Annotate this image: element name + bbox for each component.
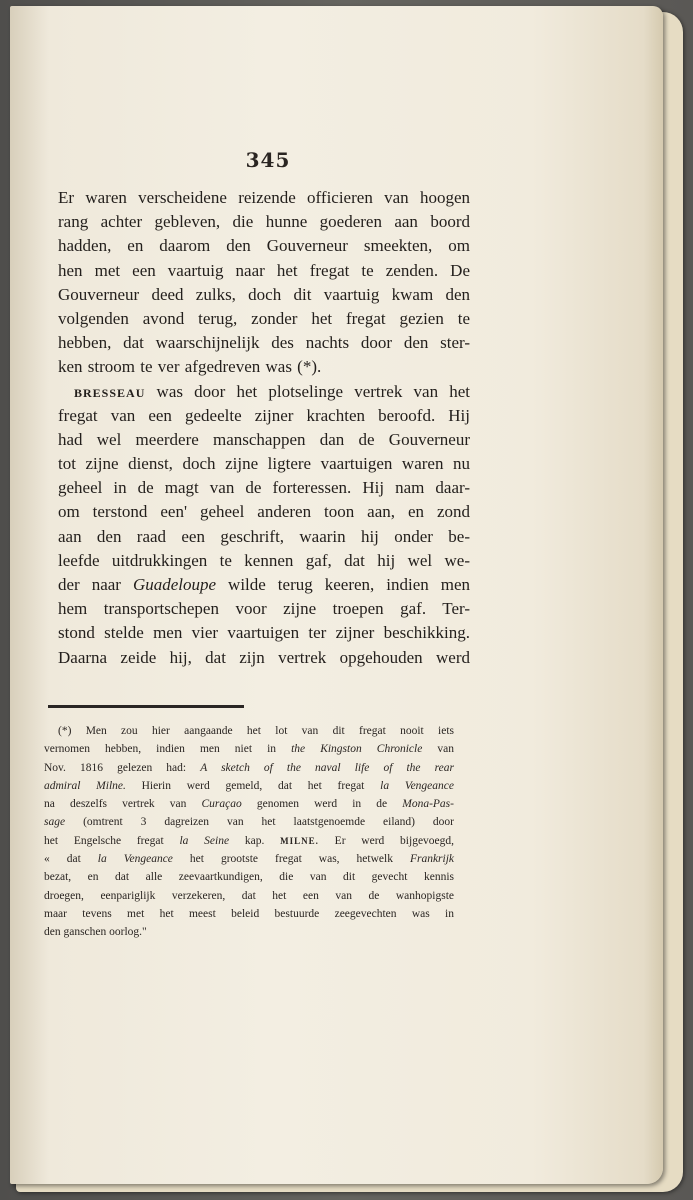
footnote-line: droegen, eenpariglijk verzekeren, dat het een van de wanhopigste (44, 889, 454, 902)
text-line: BRESSEAU was door het plotselinge vertrek van het (74, 381, 471, 401)
text-line: leefde uitdrukkingen te kennen gaf, dat hij wel we- (58, 550, 470, 570)
text-line: aan den raad een geschrift, waarin hij onder be- (58, 526, 470, 546)
footnote-line: bezat, en dat alle zeevaartkundigen, die van dit gevecht kennis (44, 871, 454, 884)
main-text (58, 186, 470, 670)
text-line: ken stroom te ver afgedreven was (*). (58, 357, 322, 377)
text-line: fregat van een gedeelte zijner krachten beroofd. Hij (58, 405, 470, 425)
text-line: hem transportschepen voor zijne troepen gaf. Ter- (58, 599, 470, 619)
footnote-line: na deszelfs vertrek van Curaçao genomen werd in de Mona-Pas- (44, 798, 454, 811)
name-bresseau: BRESSEAU (74, 385, 146, 400)
text-line: hebben, dat waarschijnelijk des nachts door den ster- (58, 333, 470, 353)
text-line: Daarna zeide hij, dat zijn vertrek opgehouden werd (58, 647, 470, 667)
text-line: hadden, en daarom den Gouverneur smeekten, om (58, 236, 470, 256)
text-line: rang achter gebleven, die hunne goederen aan boord (58, 212, 470, 232)
footnote-line: sage (omtrent 3 dagreizen van het laatstgenoemde eiland) door (44, 816, 455, 829)
footnote-divider (48, 705, 244, 708)
text-line: geheel in de magt van de forteressen. Hij nam daar- (58, 478, 470, 498)
text-line: Er waren verscheidene reizende officieren van hoogen (58, 188, 470, 207)
page-number: 345 (245, 148, 291, 172)
footnote-line: maar tevens met het meest beleid bestuurde zeegevechten was in (44, 907, 454, 920)
book-page (10, 6, 663, 1184)
footnote (44, 722, 454, 942)
footnote-line: den ganschen oorlog." (44, 926, 147, 939)
footnote-line: « dat la Vengeance het grootste fregat was, hetwelk Frankrijk (44, 853, 455, 866)
text-line: had wel meerdere manschappen dan de Gouverneur (58, 429, 470, 449)
place-guadeloupe: Guadeloupe (132, 575, 217, 594)
footnote-line: vernomen hebben, indien men niet in the Kingston Chronicle van (44, 743, 454, 756)
footnote-line: Nov. 1816 gelezen had: A sketch of the naval life of the rear (44, 761, 454, 774)
text-line: der naar Guadeloupe wilde terug keeren, indien men (58, 575, 471, 594)
footnote-line: het Engelsche fregat la Seine kap. MILNE. Er werd bijgevoegd, (44, 834, 455, 847)
text-line: tot zijne dienst, doch zijne ligtere vaartuigen waren nu (58, 454, 470, 474)
text-line: hen met een vaartuig naar het fregat te zenden. De (58, 260, 470, 280)
footnote-line: admiral Milne. Hierin werd gemeld, dat het fregat la Vengeance (44, 779, 454, 792)
text-line: volgenden avond terug, zonder het fregat gezien te (58, 308, 470, 328)
text-line: stond stelde men vier vaartuigen ter zijner beschikking. (58, 623, 470, 643)
footnote-line: (*) Men zou hier aangaande het lot van dit fregat nooit iets (58, 725, 454, 737)
text-line: om terstond een' geheel anderen toon aan, en zond (58, 502, 470, 522)
text-line: Gouverneur deed zulks, doch dit vaartuig kwam den (58, 284, 470, 304)
